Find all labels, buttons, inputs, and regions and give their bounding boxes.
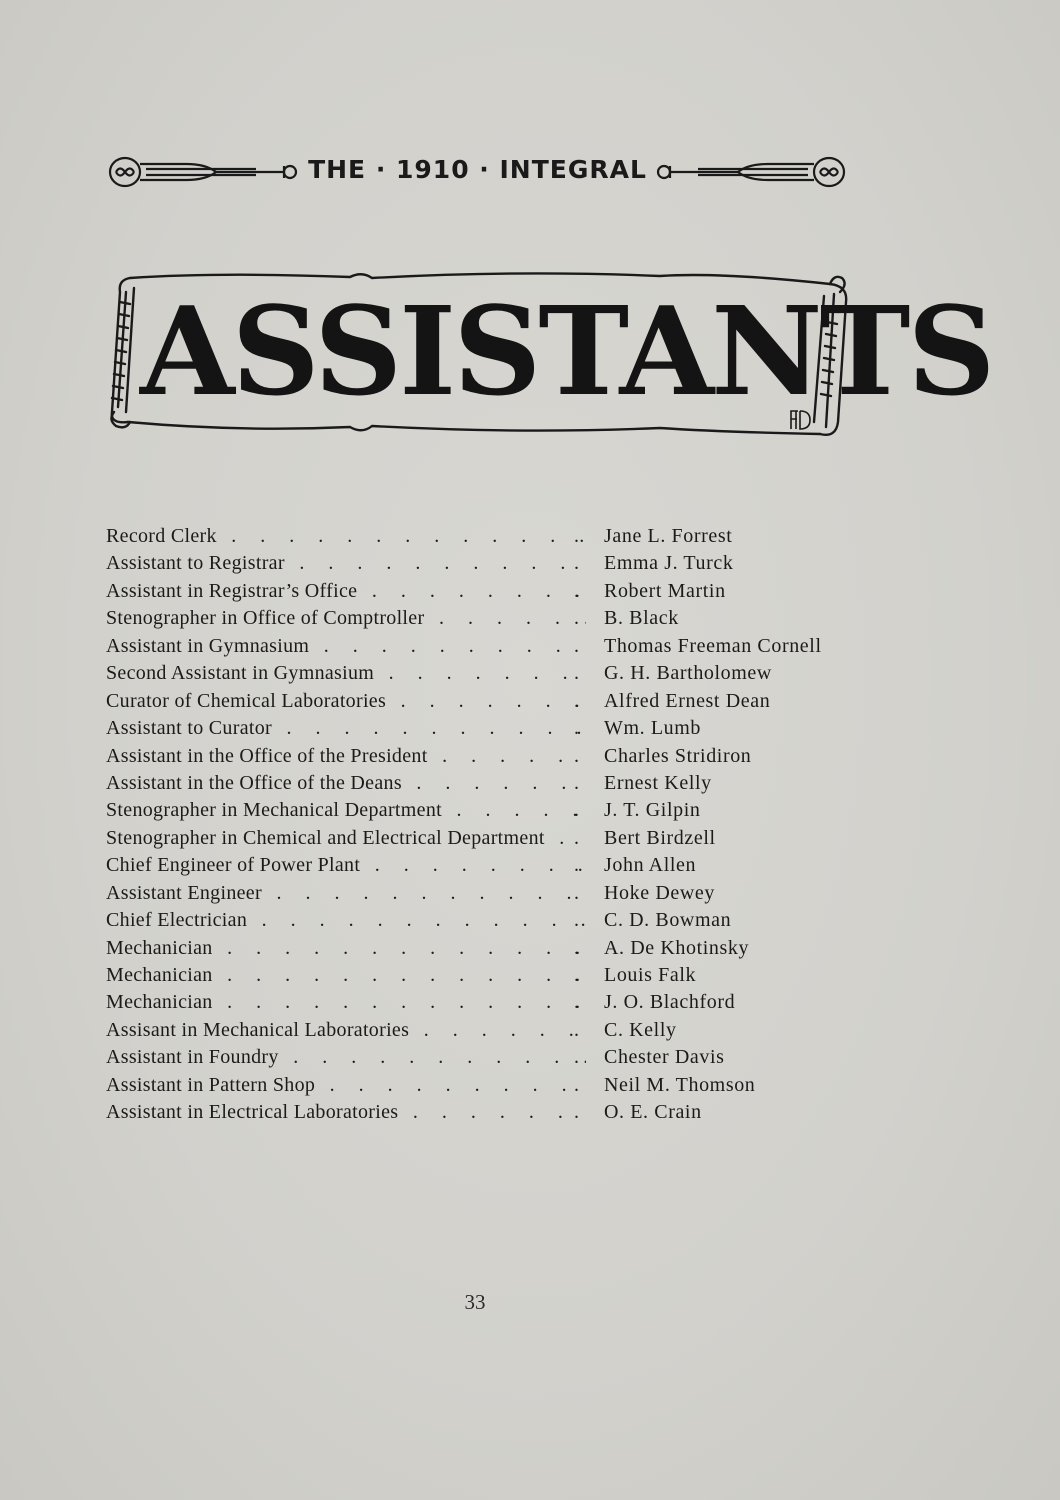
roster-row bbox=[106, 550, 846, 577]
roster-row bbox=[106, 578, 846, 605]
roster-row bbox=[106, 935, 846, 962]
position-title: Assistant in Gymnasium . . . bbox=[106, 633, 586, 660]
artist-monogram-icon bbox=[786, 405, 814, 433]
position-title: Stenographer in Office of Comptroller . . . bbox=[106, 605, 586, 632]
position-title: Assisant in Mechanical Laboratories . . . bbox=[106, 1017, 586, 1044]
roster-row bbox=[106, 1044, 846, 1071]
roster-row bbox=[106, 688, 846, 715]
position-title: Assistant in the Office of the Deans . . . bbox=[106, 770, 586, 797]
person-name: . Jane L. Forrest bbox=[604, 523, 732, 550]
position-title: Assistant in Registrar’s Office . . . bbox=[106, 578, 586, 605]
person-name: . Hoke Dewey bbox=[604, 880, 715, 907]
position-title: Mechanician . . . bbox=[106, 989, 586, 1016]
roster-row bbox=[106, 523, 846, 550]
position-title: Assistant to Curator . . . bbox=[106, 715, 586, 742]
person-name: . C. Kelly bbox=[604, 1017, 677, 1044]
roster-row bbox=[106, 852, 846, 879]
roster-row bbox=[106, 743, 846, 770]
position-title: Chief Electrician . . . bbox=[106, 907, 586, 934]
position-title: Assistant Engineer . . . bbox=[106, 880, 586, 907]
position-title: Mechanician . . . bbox=[106, 962, 586, 989]
position-title: Mechanician . . . bbox=[106, 935, 586, 962]
person-name: . Louis Falk bbox=[604, 962, 696, 989]
roster-row bbox=[106, 605, 846, 632]
position-title: Assistant in Foundry . . . bbox=[106, 1044, 586, 1071]
roster-row bbox=[106, 907, 846, 934]
person-name: . Chester Davis bbox=[604, 1044, 725, 1071]
section-banner bbox=[100, 262, 993, 447]
roster-row bbox=[106, 633, 846, 660]
running-head-text: THE · 1910 · INTEGRAL bbox=[308, 155, 647, 184]
position-title: Assistant to Registrar . . . bbox=[106, 550, 586, 577]
position-title: Stenographer in Chemical and Electrical Department . . . bbox=[106, 825, 586, 852]
roster-row bbox=[106, 989, 846, 1016]
roster-row bbox=[106, 880, 846, 907]
position-title: Assistant in Pattern Shop . . . bbox=[106, 1072, 586, 1099]
person-name: . Emma J. Turck bbox=[604, 550, 733, 577]
person-name: . C. D. Bowman bbox=[604, 907, 731, 934]
position-title: Curator of Chemical Laboratories . . . bbox=[106, 688, 586, 715]
roster-row bbox=[106, 825, 846, 852]
assistants-roster bbox=[106, 523, 846, 1127]
person-name: . A. De Khotinsky bbox=[604, 935, 749, 962]
person-name: . O. E. Crain bbox=[604, 1099, 702, 1126]
position-title: Stenographer in Mechanical Department . . . bbox=[106, 797, 586, 824]
roster-row bbox=[106, 797, 846, 824]
person-name: . J. O. Blachford bbox=[604, 989, 735, 1016]
banner-title: ASSISTANTS bbox=[140, 279, 993, 423]
position-title: Assistant in the Office of the President . . . bbox=[106, 743, 586, 770]
roster-row bbox=[106, 962, 846, 989]
position-title: Assistant in Electrical Laboratories . . . bbox=[106, 1099, 586, 1126]
person-name: . Thomas Freeman Cornell bbox=[604, 633, 822, 660]
roster-row bbox=[106, 715, 846, 742]
roster-row bbox=[106, 1017, 846, 1044]
roster-row bbox=[106, 1099, 846, 1126]
person-name: . Neil M. Thomson bbox=[604, 1072, 755, 1099]
right-flourish-ornament bbox=[652, 152, 848, 192]
page-number: 33 bbox=[464, 1290, 486, 1314]
person-name: . Bert Birdzell bbox=[604, 825, 716, 852]
person-name: . Ernest Kelly bbox=[604, 770, 712, 797]
person-name: . B. Black bbox=[604, 605, 679, 632]
roster-row bbox=[106, 1072, 846, 1099]
position-title: Record Clerk . . . bbox=[106, 523, 586, 550]
person-name: . J. T. Gilpin bbox=[604, 797, 700, 824]
roster-row bbox=[106, 770, 846, 797]
person-name: . John Allen bbox=[604, 852, 696, 879]
position-title: Chief Engineer of Power Plant . . . bbox=[106, 852, 586, 879]
person-name: . Robert Martin bbox=[604, 578, 726, 605]
person-name: . G. H. Bartholomew bbox=[604, 660, 772, 687]
roster-row bbox=[106, 660, 846, 687]
position-title: Second Assistant in Gymnasium . . . bbox=[106, 660, 586, 687]
person-name: . Alfred Ernest Dean bbox=[604, 688, 770, 715]
running-head bbox=[100, 150, 860, 194]
person-name: . Charles Stridiron bbox=[604, 743, 751, 770]
person-name: . Wm. Lumb bbox=[604, 715, 701, 742]
left-flourish-ornament bbox=[106, 152, 302, 192]
